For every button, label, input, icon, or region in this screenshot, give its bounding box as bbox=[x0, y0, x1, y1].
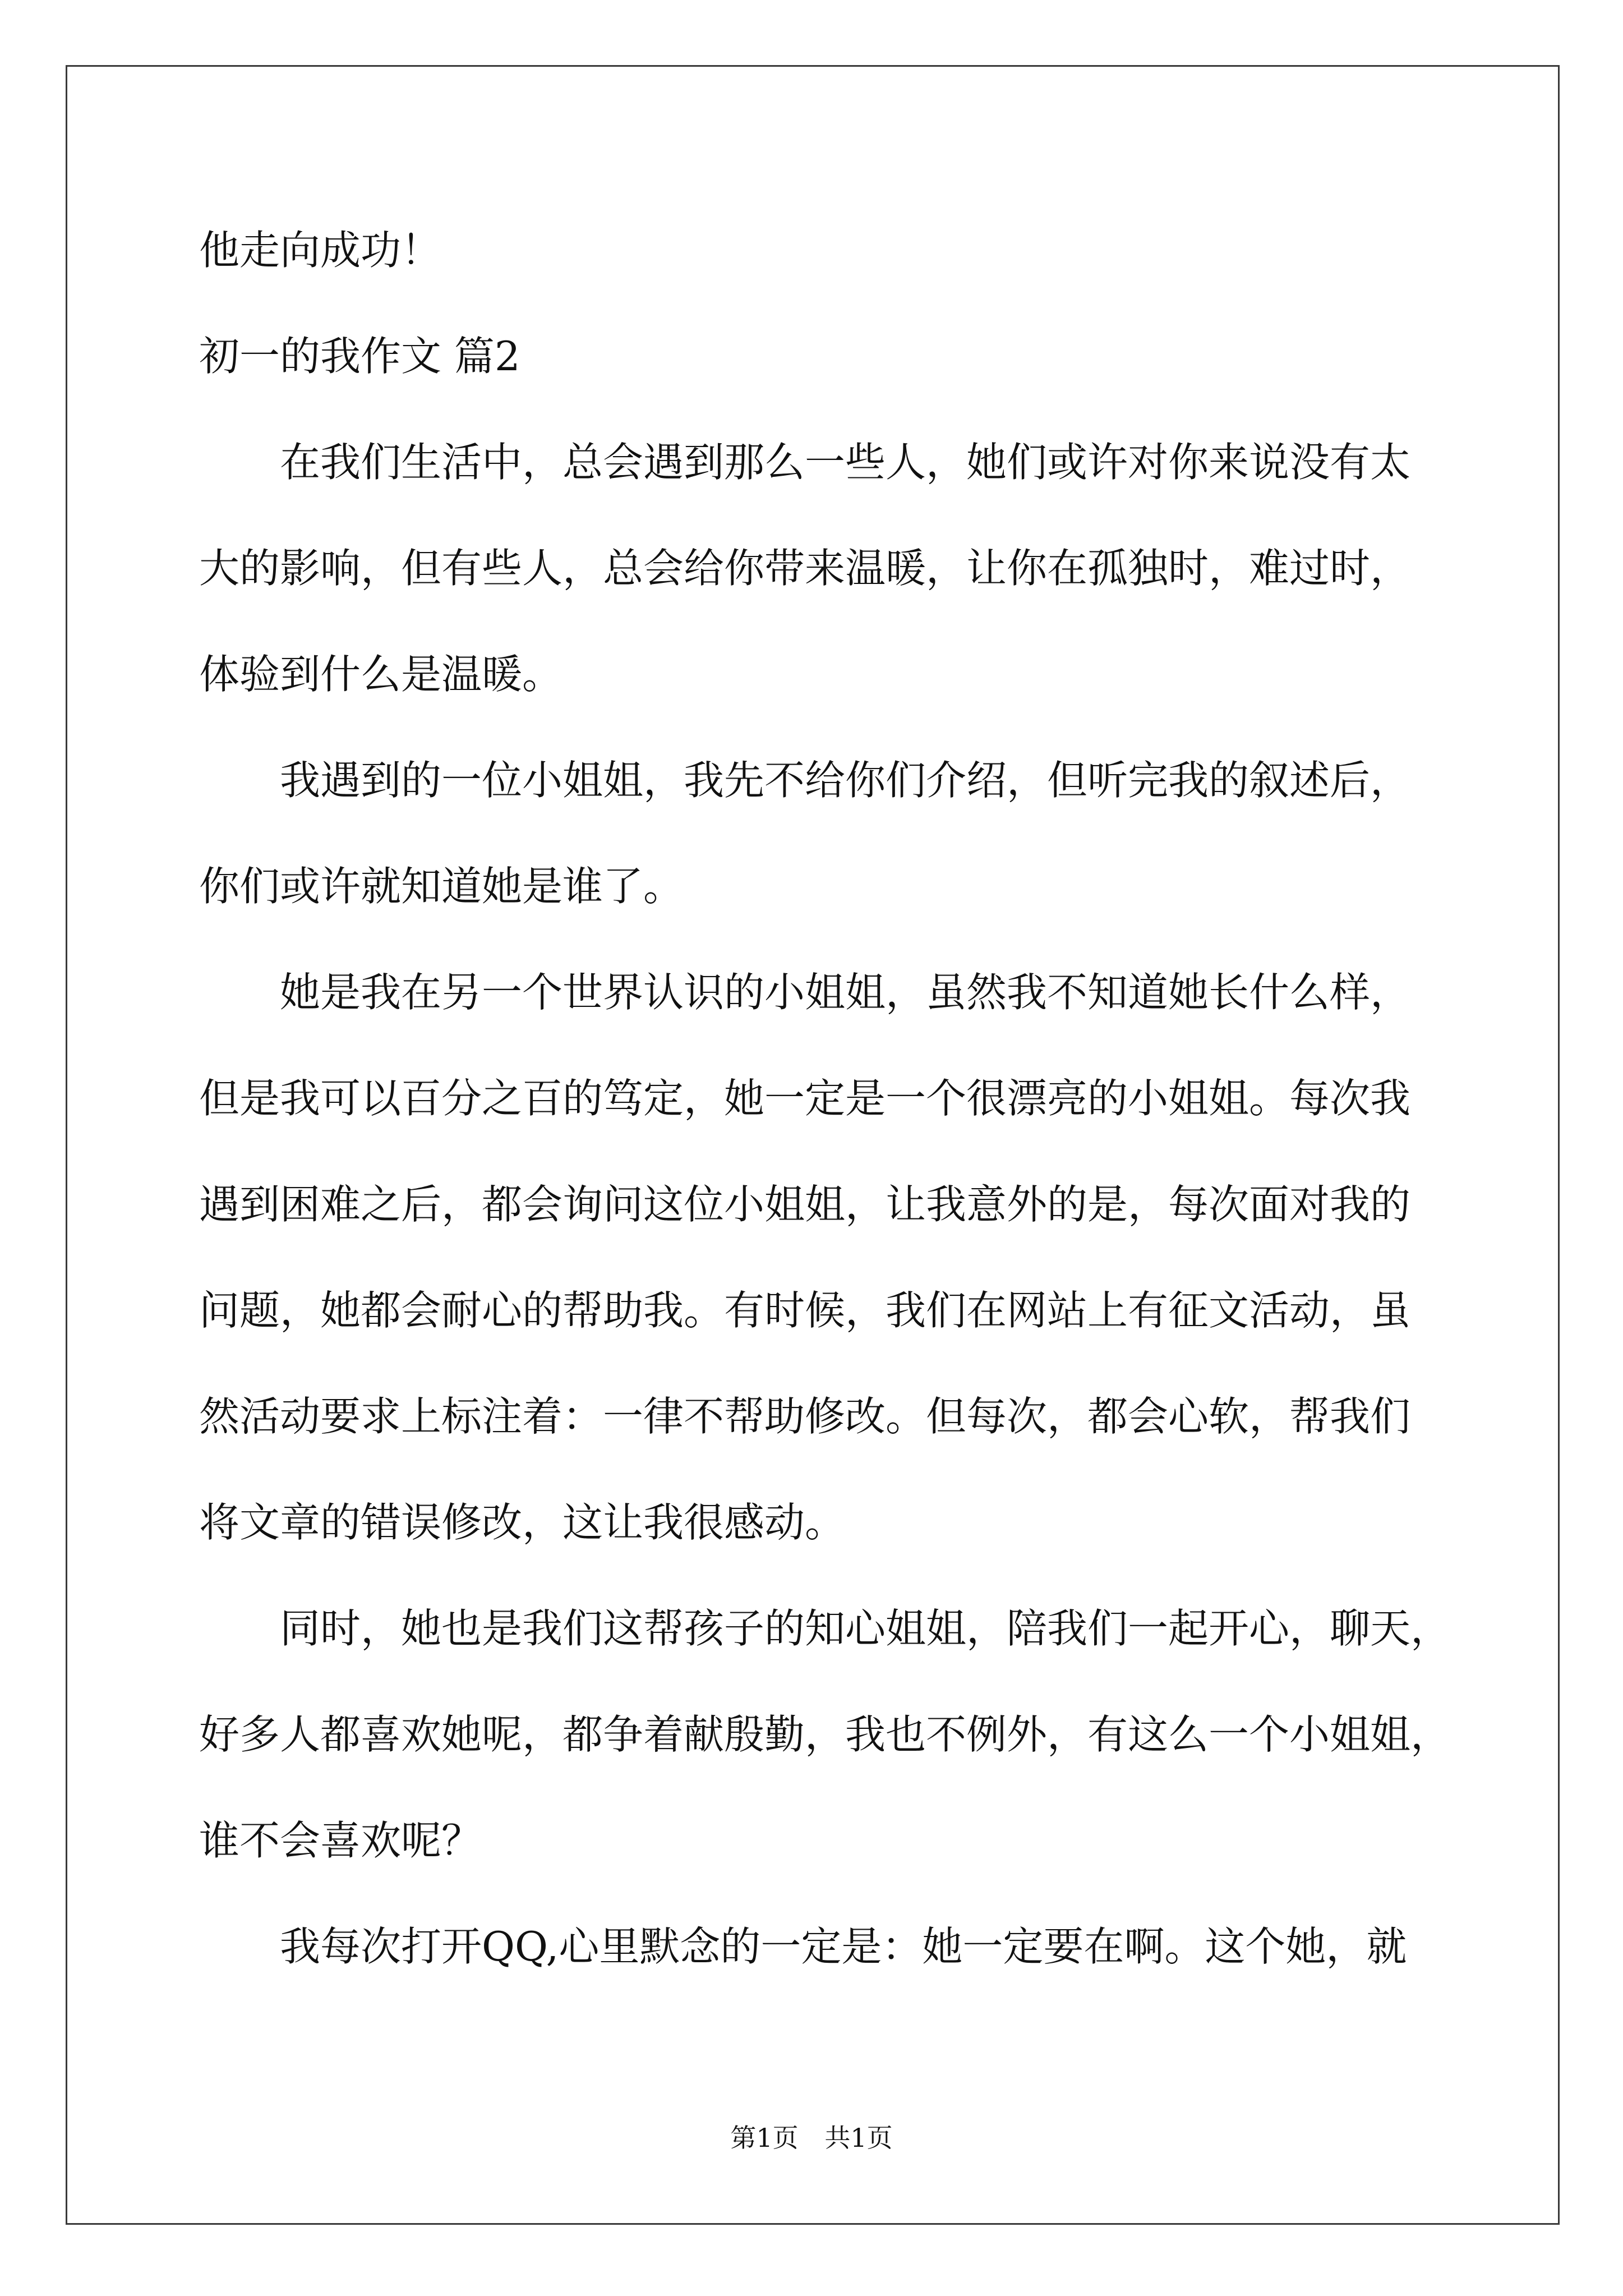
paragraph-line: 大的影响，但有些人，总会给你带来温暖，让你在孤独时，难过时， bbox=[199, 545, 1411, 592]
page-total: 共1页 bbox=[824, 2123, 893, 2153]
paragraph-line: 但是我可以百分之百的笃定，她一定是一个很漂亮的小姐姐。每次我 bbox=[199, 1075, 1411, 1122]
paragraph-line: 你们或许就知道她是谁了。 bbox=[199, 863, 684, 910]
page-footer bbox=[0, 2122, 1623, 2154]
paragraph-line: 同时，她也是我们这帮孩子的知心姐姐，陪我们一起开心，聊天， bbox=[280, 1605, 1451, 1652]
paragraph-line: 我遇到的一位小姐姐，我先不给你们介绍，但听完我的叙述后， bbox=[280, 757, 1411, 804]
paragraph-line: 体验到什么是温暖。 bbox=[199, 651, 563, 698]
paragraph-line: 我每次打开QQ,心里默念的一定是：她一定要在啊。这个她，就 bbox=[280, 1923, 1407, 1970]
page-number: 第1页 bbox=[730, 2123, 799, 2153]
paragraph-line: 问题，她都会耐心的帮助我。有时候，我们在网站上有征文活动，虽 bbox=[199, 1287, 1411, 1334]
paragraph-line: 遇到困难之后，都会询问这位小姐姐，让我意外的是，每次面对我的 bbox=[199, 1181, 1411, 1228]
paragraph-line: 在我们生活中，总会遇到那么一些人，她们或许对你来说没有太 bbox=[280, 439, 1411, 486]
paragraph-line: 她是我在另一个世界认识的小姐姐，虽然我不知道她长什么样， bbox=[280, 969, 1411, 1016]
paragraph-line: 好多人都喜欢她呢，都争着献殷勤，我也不例外，有这么一个小姐姐， bbox=[199, 1711, 1451, 1758]
paragraph-line: 将文章的错误修改，这让我很感动。 bbox=[199, 1499, 846, 1546]
section-heading: 初一的我作文 篇2 bbox=[199, 333, 520, 380]
paragraph-line: 然活动要求上标注着：一律不帮助修改。但每次，都会心软，帮我们 bbox=[199, 1393, 1411, 1440]
document-body bbox=[199, 223, 1467, 2026]
paragraph-line: 谁不会喜欢呢？ bbox=[199, 1817, 482, 1864]
text-line: 他走向成功！ bbox=[199, 227, 442, 274]
